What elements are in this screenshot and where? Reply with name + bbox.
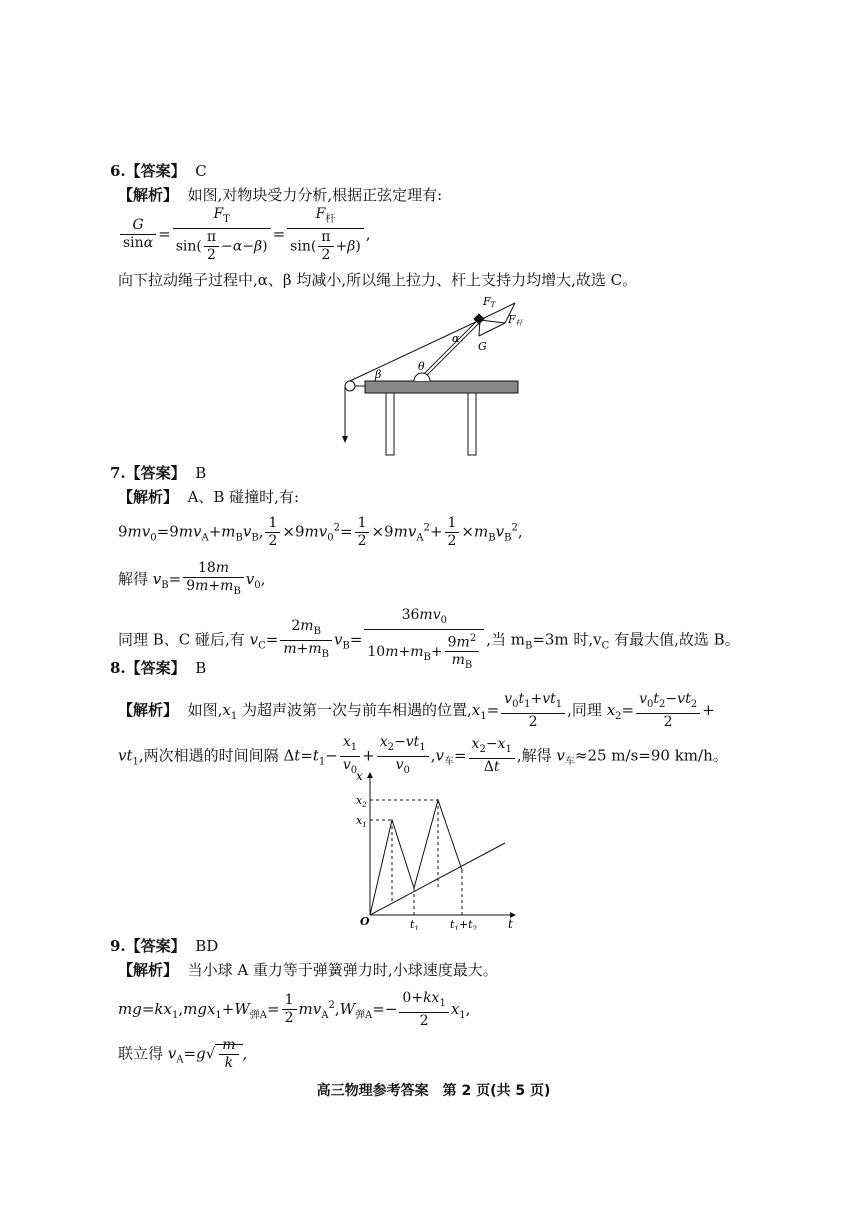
q8-xt-graph — [350, 770, 520, 930]
q6-analysis: 【解析】 如图,对物块受力分析,根据正弦定理有: — [118, 186, 443, 204]
q9-answer: BD — [195, 937, 219, 955]
q7-bc-collision: 同理 B、C 碰后,有 $v_C=$ $\frac{2m_B}{m+m_B}$ $v_B=$ $36mv_0$ $10m+m_B+$ $\frac{9m^2}{m_B}$ ,当 $m_B=3m$ 时$,v_C$ 有最大值,故选 B。 — [118, 607, 740, 672]
q7-answer: B — [195, 464, 207, 482]
t1-plus-t2-label: $t_1+t_2$ — [450, 918, 477, 930]
q8-analysis-line1: 【解析】 如图$,x_1$ 为超声波第一次与前车相遇的位置$,x_1=$ $\frac{v_0t_1+vt_1}{2}$ ,同理 $x_2=$ $\frac{v_0t_2-vt_2}{2}$ + — [118, 691, 715, 730]
beta-label: β — [375, 368, 382, 381]
x2-label: $x_2$ — [356, 794, 367, 809]
origin-label: O — [360, 915, 370, 928]
q6-answer: C — [195, 162, 207, 180]
ft-label: FT — [483, 295, 496, 309]
q9-analysis: 【解析】 当小球 A 重力等于弹簧弹力时,小球速度最大。 — [118, 961, 498, 979]
pulley — [345, 381, 355, 391]
g-label: G — [478, 340, 487, 353]
t1-label: $t_1$ — [410, 918, 419, 930]
theta-label: θ — [418, 360, 425, 373]
q7-analysis: 【解析】 A、B 碰撞时,有: — [118, 488, 300, 506]
page-footer: 高三物理参考答案 第 2 页(共 5 页) — [316, 1083, 551, 1099]
q9-equations: $mg=kx_1,mgx_1+W_{弹A}=$ $\frac{1}{2}$ $mv_A^2,W_{弹A}=-$ $\frac{0+kx_1}{2}$ $x_1$, — [118, 990, 471, 1029]
fg-label: F杆 — [508, 313, 523, 327]
t-axis-label: t — [508, 917, 513, 930]
q7-solve-vb: 解得 $v_B=$ $\frac{18m}{9m+m_B}$ $v_0$, — [118, 560, 266, 597]
table-leg-right — [468, 393, 476, 455]
q9-header: 9.【答案】 BD — [110, 937, 219, 955]
q8-analysis-line2: $vt_1$,两次相遇的时间间隔 $\Delta t=t_1-$ $\frac{x_1}{v_0}$ + $\frac{x_2-vt_1}{v_0}$ $,v_车=$ $\frac{x_2-x_1}{\Delta t}$ ,解得 $v_车\approx 25$ m/s=90 km/h。 — [118, 734, 728, 776]
alpha-label: α — [452, 332, 460, 345]
q7-momentum-energy-equation: $9mv_0=9mv_A+m_Bv_B$, $\frac{1}{2}$ $\times 9mv_0^2=$ $\frac{1}{2}$ $\times 9mv_A^2+$ $\frac{1}{2}$ $\times m_Bv_B^2$, — [118, 515, 523, 549]
x1-label: $x_1$ — [356, 814, 367, 829]
q6-header: 6.【答案】 C — [110, 162, 207, 180]
table-leg-left — [386, 393, 394, 455]
q8-header: 8.【答案】 B — [110, 659, 207, 677]
wave-path — [370, 800, 462, 915]
fg-arrow — [480, 320, 505, 323]
q6-sine-rule-equation: $\frac{G}{\sin\alpha}$ = $F_T$ sin( $\frac{\pi}{2}$ −α−β) = $F_杆$ sin( $\frac{\pi}{2}$ +β) , — [118, 206, 371, 264]
x-axis-label: x — [356, 770, 363, 783]
table-top — [365, 381, 518, 393]
q6-force-diagram — [330, 290, 530, 460]
q6-conclusion: 向下拉动绳子过程中,α、β 均减小,所以绳上拉力、杆上支持力均增大,故选 C。 — [118, 271, 638, 289]
pull-arrow — [342, 436, 348, 443]
rope-incline — [350, 320, 480, 381]
q8-answer: B — [195, 659, 207, 677]
q9-result: 联立得 $v_A=g√$ $\frac{m}{k}$ , — [118, 1037, 248, 1071]
q7-header: 7.【答案】 B — [110, 464, 207, 482]
